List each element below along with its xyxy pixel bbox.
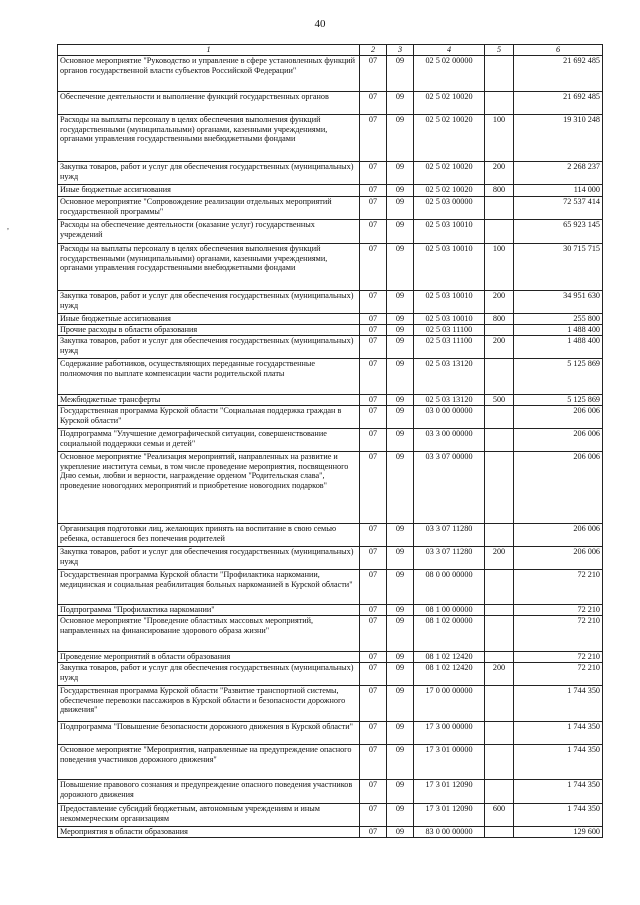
row-section-cell: 07 <box>360 406 387 429</box>
row-subsection-cell: 09 <box>387 722 414 745</box>
row-subsection-cell: 09 <box>387 605 414 616</box>
table-row <box>58 605 603 616</box>
row-amount-cell: 5 125 869 <box>514 359 603 395</box>
row-target-article-cell: 02 5 03 11100 <box>414 336 485 359</box>
row-name-cell: Подпрограмма "Улучшение демографической ситуации, совершенствование социальной поддержки семьи и детей" <box>58 429 360 452</box>
table-row <box>58 616 603 652</box>
row-subsection-cell: 09 <box>387 291 414 314</box>
row-subsection-cell: 09 <box>387 115 414 162</box>
page-number: 40 <box>314 18 326 30</box>
row-name-cell: Государственная программа Курской области "Профилактика наркомании, медицинская и социальная реабилитация больных наркоманией в Курской области" <box>58 570 360 605</box>
row-expense-type-cell <box>485 605 514 616</box>
row-section-cell: 07 <box>360 56 387 92</box>
row-subsection-cell: 09 <box>387 314 414 325</box>
row-amount-cell: 206 006 <box>514 406 603 429</box>
row-section-cell: 07 <box>360 395 387 406</box>
row-target-article-cell: 02 5 03 10010 <box>414 244 485 291</box>
table-row <box>58 745 603 780</box>
row-section-cell: 07 <box>360 220 387 244</box>
row-target-article-cell: 08 1 02 00000 <box>414 616 485 652</box>
row-expense-type-cell <box>485 56 514 92</box>
row-name-cell: Организация подготовки лиц, желающих принять на воспитание в свою семью ребенка, оставшегося без попечения родителей <box>58 524 360 547</box>
row-subsection-cell: 09 <box>387 663 414 686</box>
row-target-article-cell: 03 0 00 00000 <box>414 406 485 429</box>
row-name-cell: Основное мероприятие "Сопровождение реализации отдельных мероприятий государственной программы" <box>58 197 360 220</box>
row-target-article-cell: 02 5 02 10020 <box>414 162 485 185</box>
row-section-cell: 07 <box>360 92 387 115</box>
row-expense-type-cell: 100 <box>485 244 514 291</box>
row-section-cell: 07 <box>360 570 387 605</box>
row-expense-type-cell <box>485 92 514 115</box>
row-expense-type-cell: 100 <box>485 115 514 162</box>
row-section-cell: 07 <box>360 780 387 804</box>
table-row <box>58 291 603 314</box>
row-target-article-cell: 03 3 07 11280 <box>414 547 485 570</box>
row-amount-cell: 72 210 <box>514 570 603 605</box>
row-section-cell: 07 <box>360 336 387 359</box>
row-amount-cell: 72 210 <box>514 605 603 616</box>
header-col-target-article: 4 <box>414 45 485 56</box>
row-section-cell: 07 <box>360 325 387 336</box>
row-amount-cell: 1 744 350 <box>514 745 603 780</box>
row-amount-cell: 1 744 350 <box>514 722 603 745</box>
row-section-cell: 07 <box>360 547 387 570</box>
stray-mark: , <box>7 222 9 231</box>
row-target-article-cell: 03 3 07 11280 <box>414 524 485 547</box>
row-name-cell: Иные бюджетные ассигнования <box>58 185 360 197</box>
row-target-article-cell: 02 5 02 10020 <box>414 92 485 115</box>
row-section-cell: 07 <box>360 524 387 547</box>
row-name-cell: Содержание работников, осуществляющих переданные государственные полномочия по выплате компенсации части родительской платы <box>58 359 360 395</box>
table-row <box>58 244 603 291</box>
row-name-cell: Мероприятия в области образования <box>58 827 360 838</box>
row-target-article-cell: 02 5 03 13120 <box>414 395 485 406</box>
row-expense-type-cell: 800 <box>485 314 514 325</box>
row-name-cell: Государственная программа Курской области "Развитие транспортной системы, обеспечение перевозки пассажиров в Курской области и безопасности дорожного движения" <box>58 686 360 722</box>
row-expense-type-cell <box>485 722 514 745</box>
row-amount-cell: 21 692 485 <box>514 92 603 115</box>
row-target-article-cell: 02 5 03 13120 <box>414 359 485 395</box>
row-amount-cell: 1 744 350 <box>514 686 603 722</box>
row-amount-cell: 129 600 <box>514 827 603 838</box>
row-name-cell: Государственная программа Курской области "Социальная поддержка граждан в Курской области" <box>58 406 360 429</box>
header-col-amount: 6 <box>514 45 603 56</box>
row-subsection-cell: 09 <box>387 185 414 197</box>
row-section-cell: 07 <box>360 827 387 838</box>
row-amount-cell: 19 310 248 <box>514 115 603 162</box>
row-name-cell: Межбюджетные трансферты <box>58 395 360 406</box>
row-expense-type-cell: 200 <box>485 547 514 570</box>
row-expense-type-cell <box>485 524 514 547</box>
row-section-cell: 07 <box>360 686 387 722</box>
header-col-section: 2 <box>360 45 387 56</box>
table-row <box>58 686 603 722</box>
row-expense-type-cell <box>485 652 514 663</box>
budget-table <box>57 44 603 838</box>
row-amount-cell: 2 268 237 <box>514 162 603 185</box>
row-target-article-cell: 03 3 00 00000 <box>414 429 485 452</box>
row-expense-type-cell <box>485 220 514 244</box>
header-col-name: 1 <box>58 45 360 56</box>
row-subsection-cell: 09 <box>387 616 414 652</box>
table-row <box>58 429 603 452</box>
row-target-article-cell: 17 0 00 00000 <box>414 686 485 722</box>
row-name-cell: Обеспечение деятельности и выполнение функций государственных органов <box>58 92 360 115</box>
row-expense-type-cell <box>485 780 514 804</box>
table-row <box>58 162 603 185</box>
table-row <box>58 663 603 686</box>
table-row <box>58 570 603 605</box>
row-subsection-cell: 09 <box>387 804 414 827</box>
row-target-article-cell: 03 3 07 00000 <box>414 452 485 524</box>
row-amount-cell: 65 923 145 <box>514 220 603 244</box>
row-section-cell: 07 <box>360 197 387 220</box>
table-row <box>58 185 603 197</box>
table-row <box>58 359 603 395</box>
row-section-cell: 07 <box>360 185 387 197</box>
row-target-article-cell: 17 3 01 12090 <box>414 780 485 804</box>
row-expense-type-cell <box>485 325 514 336</box>
table-row <box>58 92 603 115</box>
row-section-cell: 07 <box>360 314 387 325</box>
table-row <box>58 325 603 336</box>
row-subsection-cell: 09 <box>387 92 414 115</box>
table-row <box>58 547 603 570</box>
row-target-article-cell: 08 1 02 12420 <box>414 663 485 686</box>
table-row <box>58 722 603 745</box>
row-amount-cell: 72 537 414 <box>514 197 603 220</box>
row-amount-cell: 206 006 <box>514 547 603 570</box>
row-name-cell: Основное мероприятие "Руководство и управление в сфере установленных функций органов государственной власти субъектов Российской Федерации" <box>58 56 360 92</box>
row-name-cell: Закупка товаров, работ и услуг для обеспечения государственных (муниципальных) нужд <box>58 663 360 686</box>
row-subsection-cell: 09 <box>387 197 414 220</box>
table-row <box>58 314 603 325</box>
row-target-article-cell: 17 3 01 00000 <box>414 745 485 780</box>
table-row <box>58 197 603 220</box>
row-section-cell: 07 <box>360 115 387 162</box>
row-section-cell: 07 <box>360 452 387 524</box>
row-expense-type-cell <box>485 827 514 838</box>
row-name-cell: Проведение мероприятий в области образования <box>58 652 360 663</box>
row-amount-cell: 30 715 715 <box>514 244 603 291</box>
row-amount-cell: 72 210 <box>514 652 603 663</box>
row-expense-type-cell <box>485 406 514 429</box>
table-row <box>58 452 603 524</box>
row-name-cell: Предоставление субсидий бюджетным, автономным учреждениям и иным некоммерческим организациям <box>58 804 360 827</box>
table-body <box>58 56 603 838</box>
table-row <box>58 220 603 244</box>
table-row <box>58 406 603 429</box>
header-col-expense-type: 5 <box>485 45 514 56</box>
row-expense-type-cell: 200 <box>485 162 514 185</box>
row-name-cell: Закупка товаров, работ и услуг для обеспечения государственных (муниципальных) нужд <box>58 547 360 570</box>
row-amount-cell: 5 125 869 <box>514 395 603 406</box>
row-subsection-cell: 09 <box>387 244 414 291</box>
row-expense-type-cell: 600 <box>485 804 514 827</box>
row-expense-type-cell: 200 <box>485 336 514 359</box>
row-subsection-cell: 09 <box>387 325 414 336</box>
row-amount-cell: 72 210 <box>514 616 603 652</box>
row-name-cell: Прочие расходы в области образования <box>58 325 360 336</box>
row-name-cell: Иные бюджетные ассигнования <box>58 314 360 325</box>
row-subsection-cell: 09 <box>387 406 414 429</box>
row-name-cell: Подпрограмма "Повышение безопасности дорожного движения в Курской области" <box>58 722 360 745</box>
row-subsection-cell: 09 <box>387 452 414 524</box>
row-expense-type-cell <box>485 359 514 395</box>
row-amount-cell: 206 006 <box>514 429 603 452</box>
row-expense-type-cell <box>485 616 514 652</box>
row-amount-cell: 72 210 <box>514 663 603 686</box>
row-subsection-cell: 09 <box>387 395 414 406</box>
row-target-article-cell: 02 5 03 10010 <box>414 291 485 314</box>
row-section-cell: 07 <box>360 652 387 663</box>
table-row <box>58 804 603 827</box>
row-expense-type-cell <box>485 452 514 524</box>
row-expense-type-cell <box>485 197 514 220</box>
table-row <box>58 827 603 838</box>
row-subsection-cell: 09 <box>387 56 414 92</box>
table-row <box>58 524 603 547</box>
row-section-cell: 07 <box>360 359 387 395</box>
row-expense-type-cell <box>485 429 514 452</box>
row-section-cell: 07 <box>360 663 387 686</box>
table-row <box>58 115 603 162</box>
row-name-cell: Подпрограмма "Профилактика наркомании" <box>58 605 360 616</box>
row-subsection-cell: 09 <box>387 827 414 838</box>
row-subsection-cell: 09 <box>387 162 414 185</box>
row-name-cell: Повышение правового сознания и предупреждение опасного поведения участников дорожного движения <box>58 780 360 804</box>
row-subsection-cell: 09 <box>387 570 414 605</box>
row-target-article-cell: 08 1 02 12420 <box>414 652 485 663</box>
row-subsection-cell: 09 <box>387 652 414 663</box>
row-amount-cell: 34 951 630 <box>514 291 603 314</box>
row-name-cell: Закупка товаров, работ и услуг для обеспечения государственных (муниципальных) нужд <box>58 291 360 314</box>
row-section-cell: 07 <box>360 722 387 745</box>
row-target-article-cell: 02 5 02 00000 <box>414 56 485 92</box>
row-target-article-cell: 02 5 03 10010 <box>414 314 485 325</box>
row-subsection-cell: 09 <box>387 686 414 722</box>
row-expense-type-cell <box>485 686 514 722</box>
row-subsection-cell: 09 <box>387 547 414 570</box>
row-name-cell: Основное мероприятие "Проведение областных массовых мероприятий, направленных на финансирование здорового образа жизни" <box>58 616 360 652</box>
row-name-cell: Закупка товаров, работ и услуг для обеспечения государственных (муниципальных) нужд <box>58 336 360 359</box>
row-name-cell: Основное мероприятие "Реализация мероприятий, направленных на развитие и укрепление института семьи, в том числе проведение мероприятия, посвященного Дню семьи, любви и верности, награждение орденом "Родительская слава", проведение новогодних мероприятий и приобретение новогодних подарков" <box>58 452 360 524</box>
row-amount-cell: 255 800 <box>514 314 603 325</box>
row-amount-cell: 206 006 <box>514 524 603 547</box>
row-name-cell: Закупка товаров, работ и услуг для обеспечения государственных (муниципальных) нужд <box>58 162 360 185</box>
table-row <box>58 395 603 406</box>
table-row <box>58 56 603 92</box>
row-target-article-cell: 02 5 03 10010 <box>414 220 485 244</box>
row-subsection-cell: 09 <box>387 429 414 452</box>
table-row <box>58 336 603 359</box>
row-target-article-cell: 17 3 01 12090 <box>414 804 485 827</box>
row-subsection-cell: 09 <box>387 745 414 780</box>
row-subsection-cell: 09 <box>387 359 414 395</box>
row-target-article-cell: 02 5 02 10020 <box>414 185 485 197</box>
row-amount-cell: 114 000 <box>514 185 603 197</box>
row-name-cell: Расходы на выплаты персоналу в целях обеспечения выполнения функций государственными (муниципальными) органами, казенными учреждениями, органами управления государственными внебюджетными фондами <box>58 115 360 162</box>
row-section-cell: 07 <box>360 429 387 452</box>
row-name-cell: Расходы на обеспечение деятельности (оказание услуг) государственных учреждений <box>58 220 360 244</box>
row-section-cell: 07 <box>360 291 387 314</box>
row-amount-cell: 1 488 400 <box>514 336 603 359</box>
row-expense-type-cell: 800 <box>485 185 514 197</box>
row-amount-cell: 1 744 350 <box>514 780 603 804</box>
row-expense-type-cell: 200 <box>485 291 514 314</box>
row-target-article-cell: 02 5 03 00000 <box>414 197 485 220</box>
row-target-article-cell: 17 3 00 00000 <box>414 722 485 745</box>
row-section-cell: 07 <box>360 804 387 827</box>
row-target-article-cell: 02 5 03 11100 <box>414 325 485 336</box>
row-target-article-cell: 83 0 00 00000 <box>414 827 485 838</box>
row-target-article-cell: 08 0 00 00000 <box>414 570 485 605</box>
table-row <box>58 652 603 663</box>
row-subsection-cell: 09 <box>387 336 414 359</box>
row-subsection-cell: 09 <box>387 780 414 804</box>
row-name-cell: Расходы на выплаты персоналу в целях обеспечения выполнения функций государственными (муниципальными) органами, казенными учреждениями, органами управления государственными внебюджетными фондами <box>58 244 360 291</box>
header-row <box>58 45 603 56</box>
row-subsection-cell: 09 <box>387 524 414 547</box>
row-expense-type-cell: 200 <box>485 663 514 686</box>
row-section-cell: 07 <box>360 162 387 185</box>
row-amount-cell: 206 006 <box>514 452 603 524</box>
row-name-cell: Основное мероприятие "Мероприятия, направленные на предупреждение опасного поведения участников дорожного движения" <box>58 745 360 780</box>
row-target-article-cell: 02 5 02 10020 <box>414 115 485 162</box>
table-row <box>58 780 603 804</box>
row-expense-type-cell: 500 <box>485 395 514 406</box>
row-amount-cell: 21 692 485 <box>514 56 603 92</box>
row-expense-type-cell <box>485 745 514 780</box>
row-section-cell: 07 <box>360 745 387 780</box>
row-subsection-cell: 09 <box>387 220 414 244</box>
row-target-article-cell: 08 1 00 00000 <box>414 605 485 616</box>
row-amount-cell: 1 744 350 <box>514 804 603 827</box>
row-section-cell: 07 <box>360 616 387 652</box>
row-section-cell: 07 <box>360 244 387 291</box>
row-expense-type-cell <box>485 570 514 605</box>
row-section-cell: 07 <box>360 605 387 616</box>
header-col-subsection: 3 <box>387 45 414 56</box>
row-amount-cell: 1 488 400 <box>514 325 603 336</box>
